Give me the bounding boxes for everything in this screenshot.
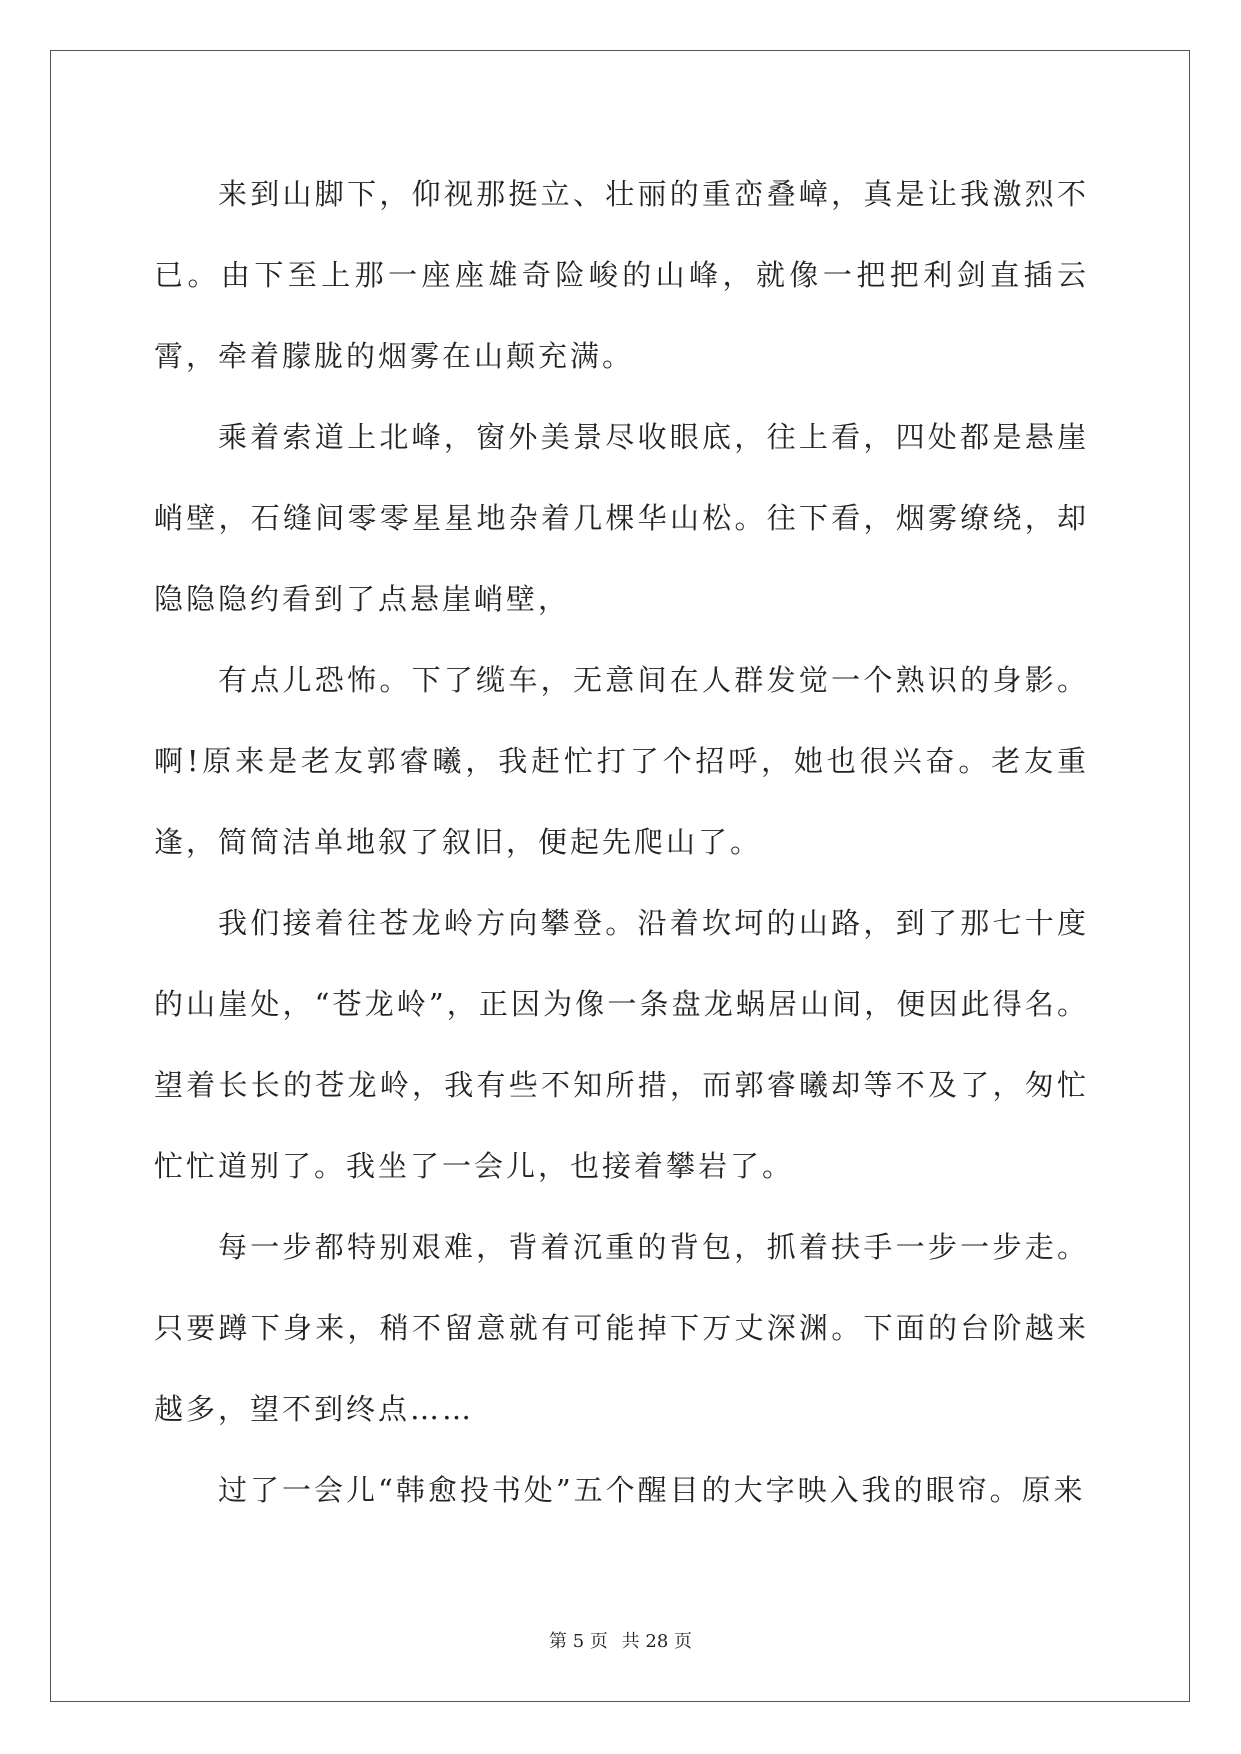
page-footer <box>0 1627 1241 1653</box>
paragraph: 来到山脚下，仰视那挺立、壮丽的重峦叠嶂，真是让我激烈不已。由下至上那一座座雄奇险峻的山峰，就像一把把利剑直插云霄，牵着朦胧的烟雾在山颠充满。 <box>154 177 1089 373</box>
paragraph: 每一步都特别艰难，背着沉重的背包，抓着扶手一步一步走。只要蹲下身来，稍不留意就有可能掉下万丈深渊。下面的台阶越来越多，望不到终点…… <box>154 1230 1089 1426</box>
paragraph: 我们接着往苍龙岭方向攀登。沿着坎坷的山路，到了那七十度的山崖处，“苍龙岭”，正因为像一条盘龙蜗居山间，便因此得名。望着长长的苍龙岭，我有些不知所措，而郭睿曦却等不及了，匆忙忙忙道别了。我坐了一会儿，也接着攀岩了。 <box>154 906 1089 1183</box>
page-number: 第 5 页 <box>549 1631 608 1652</box>
paragraph: 过了一会儿“韩愈投书处”五个醒目的大字映入我的眼帘。原来 <box>218 1473 1086 1507</box>
document-body <box>154 154 1089 1531</box>
page-total: 共 28 页 <box>621 1631 692 1652</box>
paragraph: 有点儿恐怖。下了缆车，无意间在人群发觉一个熟识的身影。啊!原来是老友郭睿曦，我赶忙打了个招呼，她也很兴奋。老友重逢，简简洁单地叙了叙旧，便起先爬山了。 <box>154 663 1089 859</box>
paragraph: 乘着索道上北峰，窗外美景尽收眼底，往上看，四处都是悬崖峭壁，石缝间零零星星地杂着几棵华山松。往下看，烟雾缭绕，却隐隐隐约看到了点悬崖峭壁， <box>154 420 1089 616</box>
